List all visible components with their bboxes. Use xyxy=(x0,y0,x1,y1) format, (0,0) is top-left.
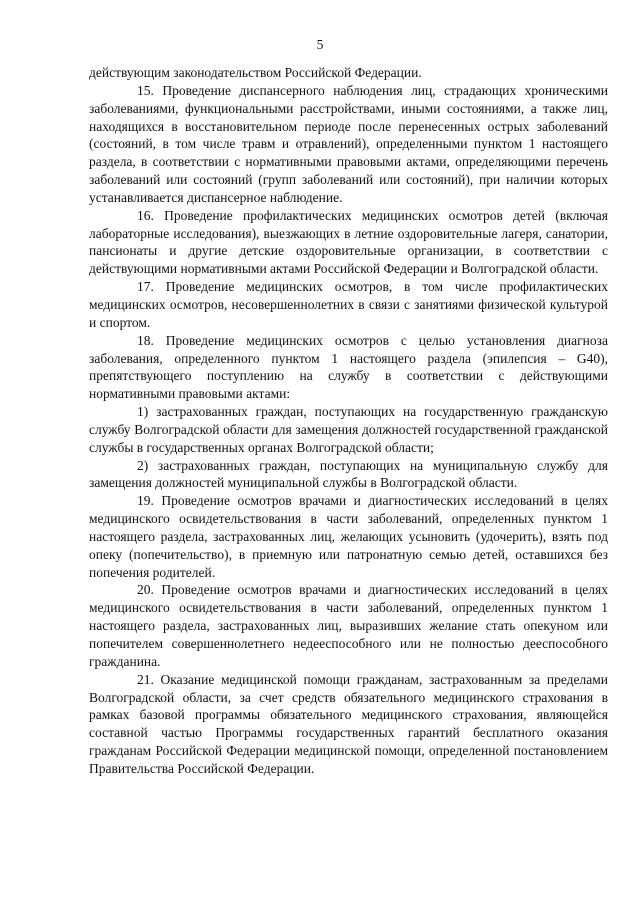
paragraph-item-15: 15. Проведение диспансерного наблюдения лиц, страдающих хроническими заболеваниями, функциональными расстройствами, иными состояниями, а также лиц, находящихся в восстановительном периоде после перенесенных острых заболеваний (состояний, в том числе травм и отравлений), определенными пунктом 1 настоящего раздела, в соответствии с нормативными правовыми актами, определяющими перечень заболеваний или состояний (групп заболеваний или состояний), при наличии которых устанавливается диспансерное наблюдение. xyxy=(89,82,608,205)
paragraph-item-17: 17. Проведение медицинских осмотров, в том числе профилактических медицинских осмотров, несовершеннолетних в связи с занятиями физической культурой и спортом. xyxy=(89,279,608,330)
page-number: 5 xyxy=(316,37,324,52)
paragraph-item-18-sub-2: 2) застрахованных граждан, поступающих на муниципальную службу для замещения должностей муниципальной службы в Волгоградской области. xyxy=(89,457,608,491)
paragraph-item-20: 20. Проведение осмотров врачами и диагностических исследований в целях медицинского освидетельствования в части заболеваний, определенных пунктом 1 настоящего раздела, застрахованных лиц, выразивших желание стать опекуном или попечителем совершеннолетнего недееспособного или не полностью дееспособного гражданина. xyxy=(89,582,608,669)
document-body xyxy=(89,64,608,778)
paragraph-item-21: 21. Оказание медицинской помощи гражданам, застрахованным за пределами Волгоградской области, за счет средств обязательного медицинского страхования в рамках базовой программы обязательного медицинского страхования, являющейся составной частью Программы государственных гарантий бесплатного оказания гражданам Российской Федерации медицинской помощи, определенной постановлением Правительства Российской Федерации. xyxy=(89,671,608,776)
paragraph-item-16: 16. Проведение профилактических медицинских осмотров детей (включая лабораторные исследования), выезжающих в летние оздоровительные лагеря, санатории, пансионаты и другие детские оздоровительные организации, в соответствии с действующими нормативными актами Российской Федерации и Волгоградской области. xyxy=(89,207,608,277)
paragraph-continuation: действующим законодательством Российской Федерации. xyxy=(89,65,422,80)
paragraph-item-18: 18. Проведение медицинских осмотров с целью установления диагноза заболевания, определенного пунктом 1 настоящего раздела (эпилепсия – G40), препятствующего поступлению на службу в соответствии с действующими нормативными правовыми актами: xyxy=(89,332,608,402)
paragraph-item-19: 19. Проведение осмотров врачами и диагностических исследований в целях медицинского освидетельствования в части заболеваний, определенных пунктом 1 настоящего раздела, застрахованных лиц, желающих усыновить (удочерить), взять под опеку (попечительство), в приемную или патронатную семью детей, оставшихся без попечения родителей. xyxy=(89,493,608,580)
paragraph-item-18-sub-1: 1) застрахованных граждан, поступающих на государственную гражданскую службу Волгоградской области для замещения должностей государственной гражданской службы в государственных органах Волгоградской области; xyxy=(89,404,608,455)
